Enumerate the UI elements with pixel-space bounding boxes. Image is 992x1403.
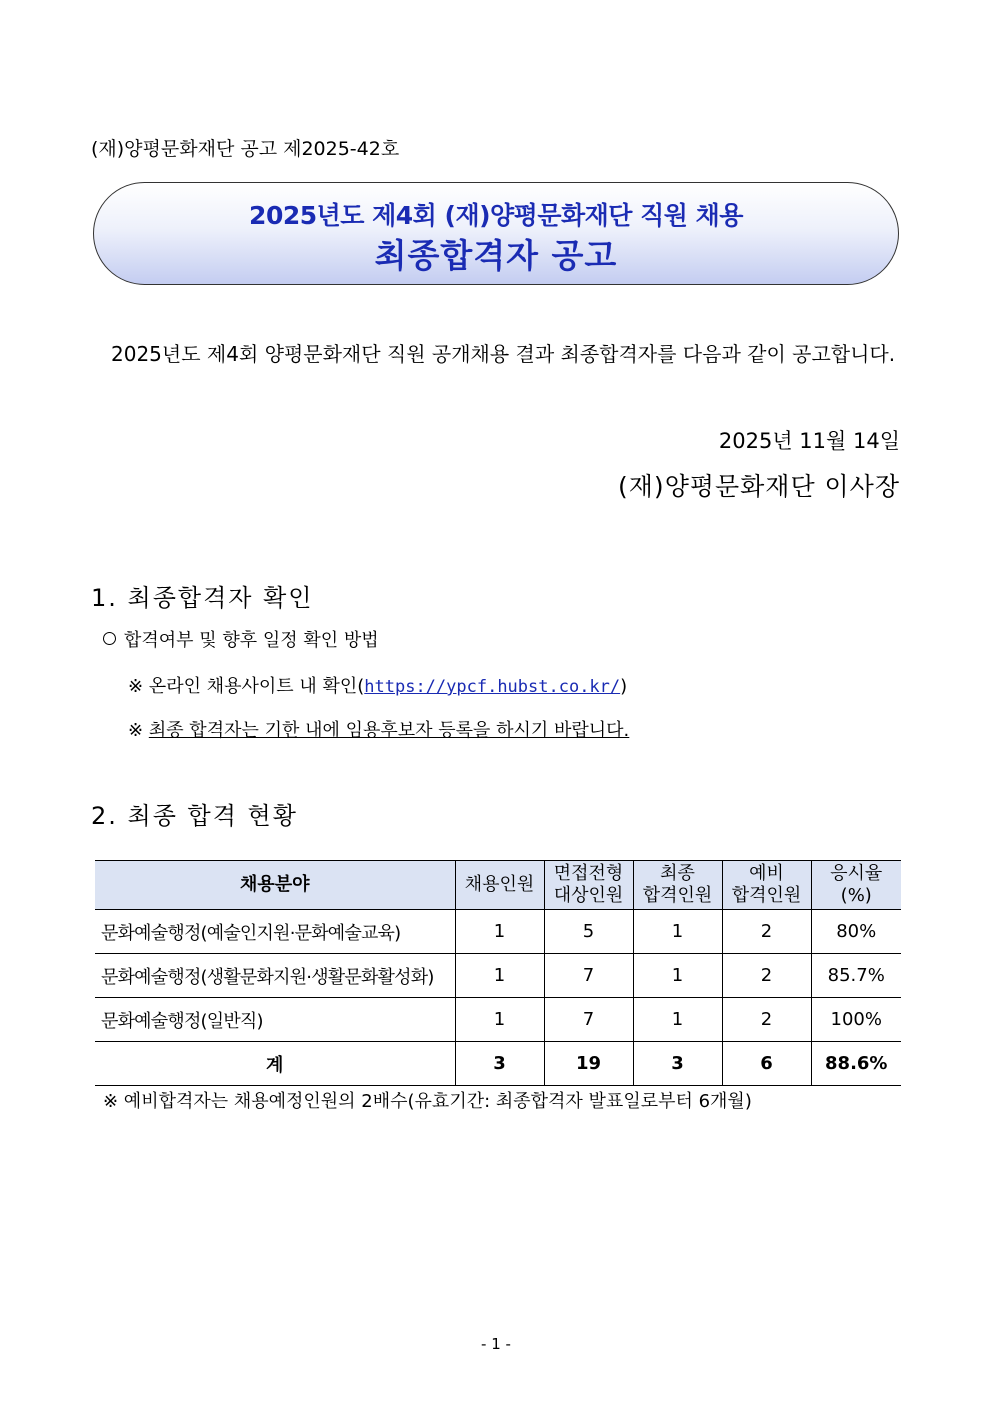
table-row	[95, 998, 901, 1042]
cell-hire: 1	[455, 998, 544, 1042]
table-row	[95, 954, 901, 998]
circle-bullet-icon	[103, 632, 116, 645]
cell-interview: 7	[544, 954, 633, 998]
cell-interview: 5	[544, 910, 633, 954]
table-footnote: ※ 예비합격자는 채용예정인원의 2배수(유효기간: 최종합격자 발표일로부터 6개월)	[103, 1091, 752, 1112]
cell-final: 1	[633, 998, 722, 1042]
total-interview: 19	[544, 1042, 633, 1086]
header-interview: 면접전형 대상인원	[544, 861, 633, 910]
note-online	[128, 672, 627, 698]
header-final: 최종 합격인원	[633, 861, 722, 910]
table-total-row	[95, 1042, 901, 1086]
header-reserve: 예비 합격인원	[722, 861, 811, 910]
cell-reserve: 2	[722, 998, 811, 1042]
header-field: 채용분야	[95, 861, 455, 910]
cell-final: 1	[633, 910, 722, 954]
cell-reserve: 2	[722, 910, 811, 954]
section1-heading: 1. 최종합격자 확인	[91, 584, 314, 612]
cell-rate: 85.7%	[811, 954, 901, 998]
header-rate: 응시율 (%)	[811, 861, 901, 910]
total-final: 3	[633, 1042, 722, 1086]
bullet-text: 합격여부 및 향후 일정 확인 방법	[124, 630, 379, 651]
header-hire: 채용인원	[455, 861, 544, 910]
cell-rate: 100%	[811, 998, 901, 1042]
note-register-text: 최종 합격자는 기한 내에 임용후보자 등록을 하시기 바랍니다.	[148, 720, 630, 741]
total-label: 계	[95, 1042, 455, 1086]
cell-field: 문화예술행정(일반직)	[95, 998, 455, 1042]
table-row	[95, 910, 901, 954]
title-banner	[93, 182, 899, 285]
cell-interview: 7	[544, 998, 633, 1042]
cell-reserve: 2	[722, 954, 811, 998]
cell-field: 문화예술행정(생활문화지원·생활문화활성화)	[95, 954, 455, 998]
note-online-suffix: )	[620, 676, 628, 697]
intro-paragraph: 2025년도 제4회 양평문화재단 직원 공개채용 결과 최종합격자를 다음과 같이 공고합니다.	[111, 342, 896, 366]
title-line2: 최종합격자 공고	[374, 236, 618, 275]
note-register-mark: ※	[128, 720, 149, 741]
bullet-item	[103, 626, 379, 652]
cell-field: 문화예술행정(예술인지원·문화예술교육)	[95, 910, 455, 954]
page-number: - 1 -	[481, 1335, 511, 1353]
recruitment-site-link[interactable]: https://ypcf.hubst.co.kr/	[364, 677, 621, 697]
table-header-row	[95, 861, 901, 910]
section2-heading: 2. 최종 합격 현황	[91, 802, 298, 830]
signatory: (재)양평문화재단 이사장	[618, 472, 900, 501]
cell-hire: 1	[455, 954, 544, 998]
notice-date: 2025년 11월 14일	[718, 429, 900, 453]
title-line1: 2025년도 제4회 (재)양평문화재단 직원 채용	[249, 201, 743, 230]
total-hire: 3	[455, 1042, 544, 1086]
note-register	[128, 716, 629, 742]
total-reserve: 6	[722, 1042, 811, 1086]
cell-final: 1	[633, 954, 722, 998]
total-rate: 88.6%	[811, 1042, 901, 1086]
results-table	[95, 860, 901, 1086]
cell-rate: 80%	[811, 910, 901, 954]
note-online-prefix: ※ 온라인 채용사이트 내 확인(	[128, 676, 365, 697]
cell-hire: 1	[455, 910, 544, 954]
notice-number: (재)양평문화재단 공고 제2025-42호	[91, 138, 400, 160]
